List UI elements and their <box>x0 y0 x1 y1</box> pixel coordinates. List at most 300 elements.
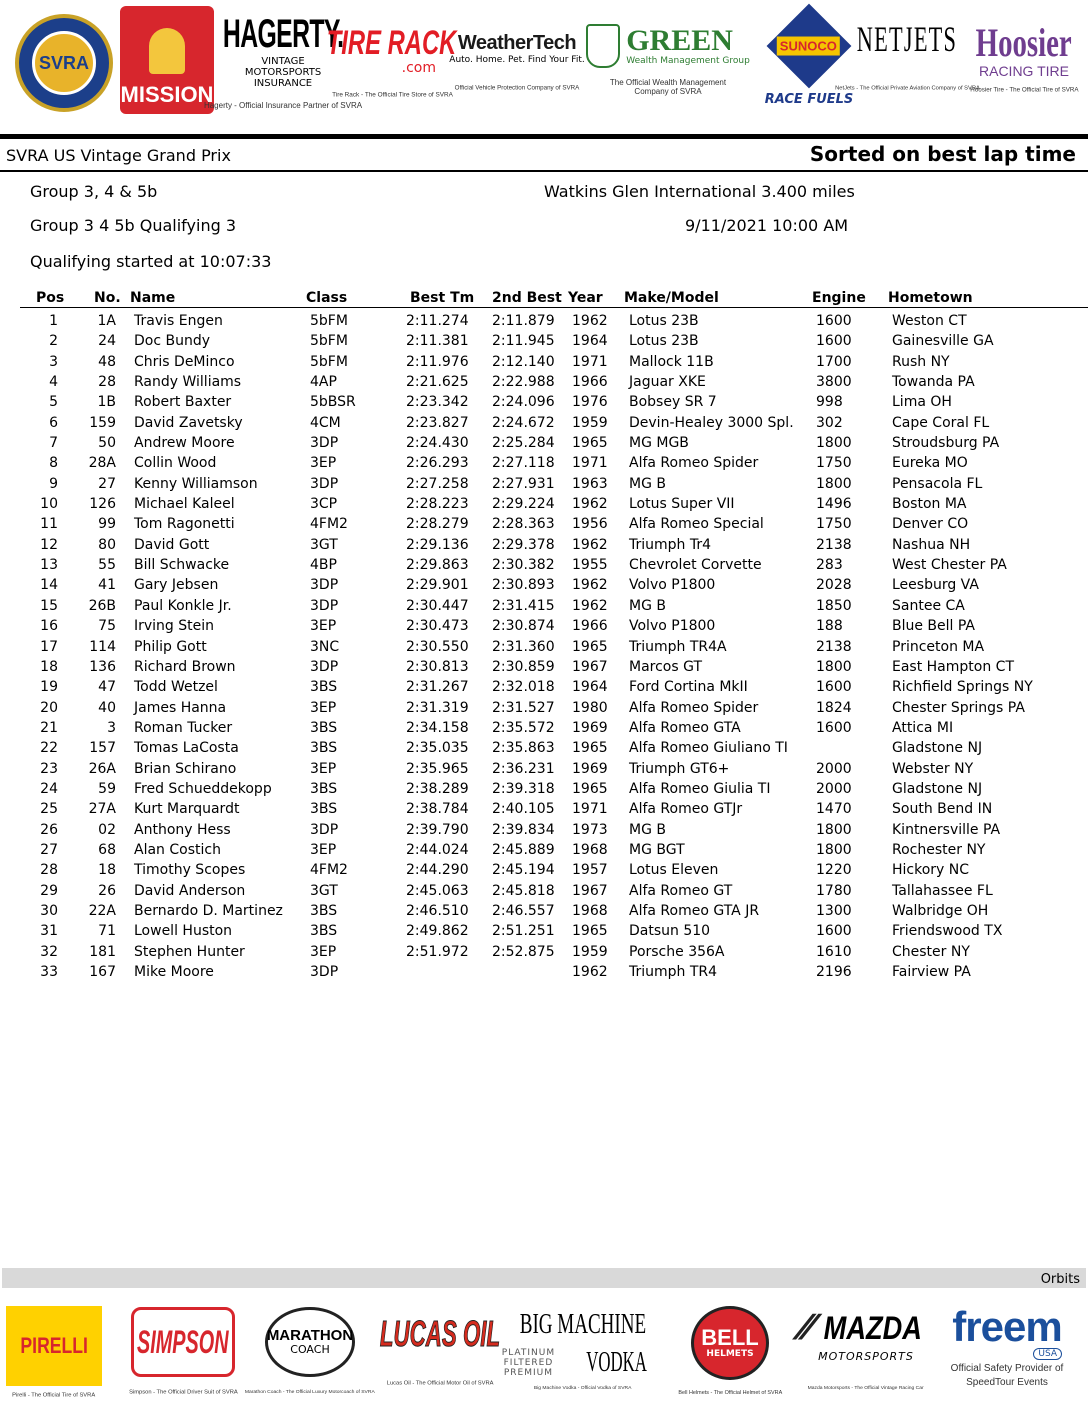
lucas-wordmark: LUCAS OIL <box>379 1312 501 1354</box>
cell-pos: 33 <box>40 964 58 980</box>
green-wealth-logo <box>594 10 750 110</box>
cell-make-model: Marcos GT <box>629 658 703 675</box>
table-row <box>0 555 1088 575</box>
tirerack-wordmark: TIRE RACK <box>327 23 457 62</box>
cell-year: 1964 <box>572 333 608 350</box>
cell-pos: 12 <box>40 536 58 553</box>
cell-pos: 20 <box>40 699 58 716</box>
cell-best-time: 2:26.293 <box>406 455 469 472</box>
sort-description: Sorted on best lap time <box>809 142 1076 166</box>
cell-hometown: Attica MI <box>892 719 954 736</box>
big-machine-caption: Big Machine Vodka - Official Vodka of SVRA <box>534 1384 632 1390</box>
cell-year: 1976 <box>572 394 608 411</box>
cell-engine: 1220 <box>816 862 852 879</box>
cell-make-model: Mallock 11B <box>629 353 714 370</box>
sunoco-logo <box>764 4 854 110</box>
cell-second-best: 2:32.018 <box>492 679 555 696</box>
cell-pos: 29 <box>40 882 58 899</box>
hagerty-wordmark: HAGERTY. <box>222 12 344 56</box>
cell-class: 3NC <box>310 638 340 655</box>
cell-car-no: 22A <box>88 902 116 919</box>
mazda-motorsports-text: MOTORSPORTS <box>818 1350 914 1363</box>
cell-car-no: 136 <box>89 658 116 675</box>
cell-class: 3DP <box>310 597 339 614</box>
cell-hometown: Chester NY <box>892 943 970 960</box>
cell-engine: 2138 <box>816 638 852 655</box>
cell-make-model: MG MGB <box>629 435 689 452</box>
cell-class: 3BS <box>310 801 338 818</box>
cell-engine: 1800 <box>816 821 852 838</box>
mission-logo <box>120 6 214 114</box>
cell-class: 3BS <box>310 780 338 797</box>
cell-best-time: 2:31.267 <box>406 679 469 696</box>
cell-car-no: 68 <box>98 841 116 858</box>
mazda-caption: Mazda Motorsports - The Official Vintage Racing Car <box>807 1384 925 1391</box>
weathertech-logo <box>449 22 585 102</box>
cell-hometown: Tallahassee FL <box>892 882 993 899</box>
cell-class: 3EP <box>310 618 337 635</box>
cell-class: 4FM2 <box>310 516 348 533</box>
freem-logo <box>934 1296 1080 1400</box>
cell-pos: 2 <box>49 333 58 350</box>
orbits-credit: Orbits <box>1040 1272 1080 1287</box>
table-row <box>0 779 1088 799</box>
cell-make-model: Lotus Eleven <box>629 862 719 879</box>
cell-driver: Doc Bundy <box>134 333 211 350</box>
cell-class: 3CP <box>310 496 338 513</box>
cell-hometown: Kintnersville PA <box>892 821 1001 838</box>
cell-hometown: Princeton MA <box>892 638 985 655</box>
cell-make-model: Chevrolet Corvette <box>629 557 762 574</box>
cell-make-model: Lotus Super VII <box>629 496 735 513</box>
netjets-wordmark: NETJETS <box>856 18 958 59</box>
cell-driver: Travis Engen <box>134 313 223 329</box>
cell-year: 1969 <box>572 719 608 736</box>
cell-hometown: Santee CA <box>892 597 965 614</box>
cell-hometown: Rush NY <box>892 353 950 370</box>
cell-year: 1964 <box>572 679 608 696</box>
cell-engine: 3800 <box>816 374 852 391</box>
cell-engine: 2196 <box>816 964 852 980</box>
cell-hometown: Pensacola FL <box>892 475 983 492</box>
cell-second-best: 2:31.527 <box>492 699 555 716</box>
cell-driver: Paul Konkle Jr. <box>134 597 232 614</box>
cell-best-time: 2:30.473 <box>406 618 469 635</box>
cell-car-no: 24 <box>98 333 116 350</box>
results-table <box>0 311 1088 982</box>
cell-best-time: 2:38.289 <box>406 780 469 797</box>
table-row <box>0 616 1088 636</box>
cell-engine: 2000 <box>816 780 852 797</box>
cell-best-time: 2:34.158 <box>406 719 469 736</box>
cell-second-best: 2:24.096 <box>492 394 555 411</box>
cell-car-no: 28A <box>88 455 116 472</box>
col-header-hometown: Hometown <box>888 290 973 306</box>
table-row <box>0 799 1088 819</box>
cell-car-no: 55 <box>98 557 116 574</box>
cell-hometown: Webster NY <box>892 760 974 777</box>
cell-year: 1973 <box>572 821 608 838</box>
table-row <box>0 860 1088 880</box>
cell-driver: Tom Ragonetti <box>134 516 235 533</box>
cell-car-no: 48 <box>98 353 116 370</box>
table-row <box>0 921 1088 941</box>
cell-engine: 1470 <box>816 801 852 818</box>
cell-pos: 15 <box>40 597 58 614</box>
cell-second-best: 2:36.231 <box>492 760 555 777</box>
freem-usa-badge: USA <box>1033 1348 1062 1360</box>
cell-make-model: MG BGT <box>629 841 685 858</box>
table-row <box>0 433 1088 453</box>
table-row <box>0 474 1088 494</box>
table-row <box>0 840 1088 860</box>
sunoco-wordmark: SUNOCO <box>777 36 840 55</box>
header-rule-thin <box>0 170 1088 172</box>
cell-driver: Richard Brown <box>134 658 236 675</box>
cell-pos: 30 <box>40 902 58 919</box>
cell-car-no: 1A <box>97 313 116 329</box>
hagerty-tagline: VINTAGE MOTORSPORTS INSURANCE <box>244 56 322 89</box>
cell-year: 1971 <box>572 455 608 472</box>
cell-driver: Bernardo D. Martinez <box>134 902 283 919</box>
cell-year: 1962 <box>572 577 608 594</box>
cell-hometown: West Chester PA <box>892 557 1007 574</box>
big-machine-wordmark: BIG MACHINE <box>519 1308 647 1340</box>
hagerty-caption: Hagerty - Official Insurance Partner of SVRA <box>203 101 363 110</box>
header-rule <box>0 134 1088 139</box>
table-row <box>0 738 1088 758</box>
cell-best-time: 2:28.279 <box>406 516 469 533</box>
cell-engine: 1824 <box>816 699 852 716</box>
table-row <box>0 718 1088 738</box>
cell-class: 3BS <box>310 902 338 919</box>
cell-year: 1959 <box>572 414 608 431</box>
cell-year: 1965 <box>572 740 608 757</box>
sponsor-banner-top <box>0 0 1088 128</box>
simpson-caption: Simpson - The Official Driver Suit of SVRA <box>128 1387 238 1395</box>
cell-make-model: MG B <box>629 475 666 492</box>
col-header-best: Best Tm <box>410 290 475 306</box>
cell-pos: 13 <box>40 557 58 574</box>
cell-make-model: Triumph Tr4 <box>629 536 712 553</box>
cell-class: 3DP <box>310 435 339 452</box>
cell-driver: Todd Wetzel <box>134 679 218 696</box>
table-row <box>0 575 1088 595</box>
cell-driver: James Hanna <box>134 699 227 716</box>
cell-make-model: Triumph TR4A <box>629 638 727 655</box>
cell-driver: Michael Kaleel <box>134 496 235 513</box>
cell-second-best: 2:35.572 <box>492 719 555 736</box>
cell-year: 1969 <box>572 760 608 777</box>
cell-class: 3DP <box>310 964 339 980</box>
cell-pos: 23 <box>40 760 58 777</box>
cell-year: 1967 <box>572 882 608 899</box>
cell-best-time: 2:39.790 <box>406 821 469 838</box>
marathon-caption: Marathon Coach - The Official Luxury Motorcoach of SVRA <box>245 1388 375 1394</box>
cell-driver: Philip Gott <box>134 638 207 655</box>
cell-pos: 19 <box>40 679 58 696</box>
cell-hometown: Lima OH <box>892 394 952 411</box>
cell-make-model: Lotus 23B <box>629 313 699 329</box>
pirelli-caption: Pirelli - The Official Tire of SVRA <box>12 1390 96 1398</box>
cell-pos: 7 <box>49 435 58 452</box>
cell-year: 1962 <box>572 496 608 513</box>
event-title: SVRA US Vintage Grand Prix <box>6 146 231 165</box>
cell-best-time: 2:29.136 <box>406 536 469 553</box>
cell-pos: 6 <box>49 414 58 431</box>
cell-engine: 1700 <box>816 353 852 370</box>
cell-best-time: 2:11.976 <box>406 353 469 370</box>
cell-pos: 11 <box>40 516 58 533</box>
cell-best-time: 2:27.258 <box>406 475 469 492</box>
pirelli-wordmark: PIRELLI <box>20 1332 88 1358</box>
sunoco-diamond-icon <box>767 3 852 88</box>
cell-class: 4CM <box>310 414 341 431</box>
big-machine-vodka: VODKA <box>586 1346 648 1378</box>
cell-second-best: 2:30.874 <box>492 618 555 635</box>
cell-second-best: 2:12.140 <box>492 353 555 370</box>
cell-class: 3BS <box>310 719 338 736</box>
cell-hometown: Towanda PA <box>892 374 975 391</box>
cell-car-no: 3 <box>107 719 116 736</box>
cell-make-model: Alfa Romeo GTA <box>629 719 741 736</box>
cell-driver: Andrew Moore <box>134 435 235 452</box>
cell-hometown: Chester Springs PA <box>892 699 1025 716</box>
cell-engine: 1600 <box>816 333 852 350</box>
cell-second-best: 2:22.988 <box>492 374 555 391</box>
cell-car-no: 80 <box>98 536 116 553</box>
cell-pos: 26 <box>40 821 58 838</box>
cell-second-best: 2:29.378 <box>492 536 555 553</box>
hoosier-wordmark: Hoosier <box>976 19 1072 65</box>
cell-driver: Fred Schueddekopp <box>134 780 272 797</box>
cell-class: 3DP <box>310 821 339 838</box>
cell-driver: Kenny Williamson <box>134 475 258 492</box>
cell-car-no: 26 <box>98 882 116 899</box>
cell-year: 1965 <box>572 780 608 797</box>
cell-year: 1965 <box>572 638 608 655</box>
cell-best-time: 2:31.319 <box>406 699 469 716</box>
cell-engine: 1600 <box>816 679 852 696</box>
hoosier-tagline: RACING TIRE <box>979 62 1069 79</box>
weathertech-wordmark: WeatherTech <box>457 31 577 54</box>
cell-second-best: 2:29.224 <box>492 496 555 513</box>
cell-pos: 27 <box>40 841 58 858</box>
cell-engine: 2138 <box>816 536 852 553</box>
cell-best-time: 2:49.862 <box>406 923 469 940</box>
cell-second-best: 2:31.360 <box>492 638 555 655</box>
cell-year: 1962 <box>572 313 608 329</box>
cell-hometown: Richfield Springs NY <box>892 679 1033 696</box>
simpson-logo <box>128 1298 238 1404</box>
cell-engine: 1610 <box>816 943 852 960</box>
cell-driver: Kurt Marquardt <box>134 801 240 818</box>
marathon-coach-text: COACH <box>290 1342 330 1356</box>
cell-year: 1980 <box>572 699 608 716</box>
netjets-caption: NetJets - The Official Private Aviation Company of SVRA <box>834 83 980 91</box>
table-row <box>0 698 1088 718</box>
cell-class: 5bFM <box>310 313 348 329</box>
cell-make-model: Devin-Healey 3000 Spl. <box>629 414 794 431</box>
cell-car-no: 167 <box>89 964 116 980</box>
cell-hometown: Gainesville GA <box>892 333 994 350</box>
cell-class: 3BS <box>310 679 338 696</box>
cell-engine: 302 <box>816 414 843 431</box>
marathon-wordmark: MARATHON <box>266 1326 354 1344</box>
cell-make-model: Lotus 23B <box>629 333 699 350</box>
cell-hometown: Blue Bell PA <box>892 618 976 635</box>
cell-pos: 9 <box>49 475 58 492</box>
cell-pos: 21 <box>40 719 58 736</box>
cell-car-no: 126 <box>89 496 116 513</box>
cell-best-time: 2:21.625 <box>406 374 469 391</box>
group-label: Group 3, 4 & 5b <box>30 182 158 201</box>
cell-car-no: 28 <box>98 374 116 391</box>
tirerack-logo <box>327 14 457 110</box>
cell-year: 1968 <box>572 841 608 858</box>
cell-second-best: 2:39.318 <box>492 780 555 797</box>
big-machine-platinum: PLATINUM FILTERED PREMIUM <box>501 1347 556 1378</box>
cell-second-best: 2:46.557 <box>492 902 555 919</box>
cell-hometown: Cape Coral FL <box>892 414 990 431</box>
cell-driver: Brian Schirano <box>134 760 237 777</box>
cell-year: 1966 <box>572 618 608 635</box>
cell-car-no: 41 <box>98 577 116 594</box>
table-row <box>0 392 1088 412</box>
cell-year: 1971 <box>572 353 608 370</box>
cell-engine: 1600 <box>816 313 852 329</box>
cell-engine: 1800 <box>816 475 852 492</box>
cell-pos: 14 <box>40 577 58 594</box>
cell-hometown: Rochester NY <box>892 841 986 858</box>
cell-make-model: Alfa Romeo Special <box>629 516 764 533</box>
cell-pos: 31 <box>40 923 58 940</box>
cell-make-model: Alfa Romeo GTA JR <box>629 902 760 919</box>
cell-best-time: 2:35.035 <box>406 740 469 757</box>
cell-make-model: Volvo P1800 <box>629 618 716 635</box>
cell-class: 4FM2 <box>310 862 348 879</box>
cell-pos: 16 <box>40 618 58 635</box>
cell-best-time: 2:44.024 <box>406 841 469 858</box>
col-header-class: Class <box>306 290 348 306</box>
col-header-no: No. <box>94 290 121 306</box>
cell-driver: Roman Tucker <box>134 719 233 736</box>
cell-year: 1968 <box>572 902 608 919</box>
cell-driver: Tomas LaCosta <box>134 740 239 757</box>
svra-logo-text: SVRA <box>32 31 96 95</box>
table-row <box>0 372 1088 392</box>
green-tagline: Wealth Management Group <box>626 56 750 66</box>
cell-car-no: 59 <box>98 780 116 797</box>
cell-car-no: 114 <box>89 638 116 655</box>
cell-engine: 1800 <box>816 658 852 675</box>
cell-engine: 283 <box>816 557 843 574</box>
cell-driver: Mike Moore <box>134 964 214 980</box>
cell-best-time: 2:35.965 <box>406 760 469 777</box>
cell-engine: 1750 <box>816 516 852 533</box>
cell-hometown: Boston MA <box>892 496 967 513</box>
cell-car-no: 75 <box>98 618 116 635</box>
table-row <box>0 759 1088 779</box>
table-row <box>0 514 1088 534</box>
cell-best-time: 2:38.784 <box>406 801 469 818</box>
bell-helmets-text: HELMETS <box>706 1348 754 1359</box>
cell-car-no: 181 <box>89 943 116 960</box>
table-row <box>0 596 1088 616</box>
cell-year: 1956 <box>572 516 608 533</box>
cell-driver: Irving Stein <box>134 618 215 635</box>
cell-car-no: 26B <box>88 597 116 614</box>
cell-year: 1965 <box>572 435 608 452</box>
simpson-wordmark: SIMPSON <box>137 1323 229 1360</box>
cell-class: 5bFM <box>310 333 348 350</box>
track-label: Watkins Glen International 3.400 miles <box>544 182 855 201</box>
cell-class: 3GT <box>310 536 338 553</box>
cell-best-time: 2:30.447 <box>406 597 469 614</box>
cell-second-best: 2:11.945 <box>492 333 555 350</box>
cell-class: 3EP <box>310 943 337 960</box>
cell-engine: 998 <box>816 394 843 411</box>
cell-make-model: Alfa Romeo Giuliano TI <box>629 740 788 757</box>
cell-driver: David Anderson <box>134 882 246 899</box>
cell-second-best: 2:40.105 <box>492 801 555 818</box>
table-row <box>0 331 1088 351</box>
marathon-coach-logo <box>245 1298 375 1404</box>
cell-second-best: 2:39.834 <box>492 821 555 838</box>
cell-car-no: 159 <box>89 414 116 431</box>
cell-second-best: 2:52.875 <box>492 943 555 960</box>
tirerack-com: .com <box>401 59 436 76</box>
cell-car-no: 71 <box>98 923 116 940</box>
cell-driver: Bill Schwacke <box>134 557 230 574</box>
cell-hometown: Leesburg VA <box>892 577 979 594</box>
cell-class: 3DP <box>310 475 339 492</box>
cell-second-best: 2:30.859 <box>492 658 555 675</box>
cell-make-model: Alfa Romeo GTJr <box>629 801 743 818</box>
cell-pos: 22 <box>40 740 58 757</box>
cell-best-time: 2:46.510 <box>406 902 469 919</box>
cell-engine: 2028 <box>816 577 852 594</box>
cell-car-no: 157 <box>89 740 116 757</box>
freem-caption: Official Safety Provider of SpeedTour Events <box>950 1363 1064 1388</box>
lucas-caption: Lucas Oil - The Official Motor Oil of SVRA <box>386 1378 494 1386</box>
freem-wordmark: freem <box>952 1303 1062 1350</box>
cell-make-model: Bobsey SR 7 <box>629 394 717 411</box>
cell-driver: Gary Jebsen <box>134 577 219 594</box>
cell-engine: 1800 <box>816 841 852 858</box>
hagerty-logo <box>203 12 363 112</box>
cell-hometown: Walbridge OH <box>892 902 989 919</box>
cell-best-time: 2:29.863 <box>406 557 469 574</box>
mazda-wordmark: MAZDA <box>823 1310 922 1346</box>
cell-hometown: Weston CT <box>892 313 967 329</box>
cell-class: 3DP <box>310 577 339 594</box>
cell-best-time: 2:29.901 <box>406 577 469 594</box>
col-header-make: Make/Model <box>624 290 719 306</box>
cell-hometown: Nashua NH <box>892 536 971 553</box>
cell-pos: 17 <box>40 638 58 655</box>
col-header-year: Year <box>568 290 603 306</box>
cell-pos: 25 <box>40 801 58 818</box>
cell-year: 1957 <box>572 862 608 879</box>
cell-engine: 1496 <box>816 496 852 513</box>
cell-pos: 28 <box>40 862 58 879</box>
cell-engine: 1850 <box>816 597 852 614</box>
lucas-oil-logo <box>378 1298 502 1404</box>
cell-best-time: 2:11.274 <box>406 313 469 329</box>
session-datetime: 9/11/2021 10:00 AM <box>685 216 849 235</box>
cell-year: 1967 <box>572 658 608 675</box>
